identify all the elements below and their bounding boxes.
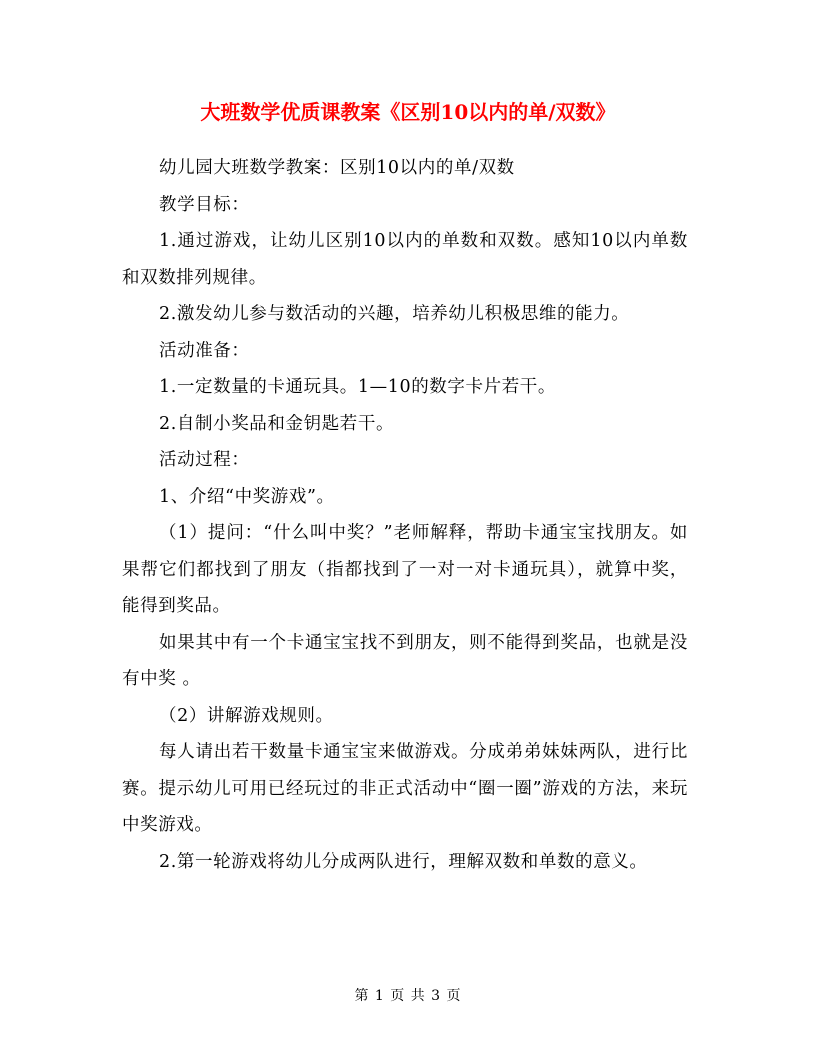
paragraph-rules: 每人请出若干数量卡通宝宝来做游戏。分成弟弟妹妹两队，进行比赛。提示幼儿可用已经玩过的非正式活动中“圈一圈”游戏的方法，来玩中奖游戏。: [122, 742, 688, 835]
paragraph-intro: 幼儿园大班数学教案：区别10以内的单/双数: [159, 158, 515, 178]
document-body: [122, 150, 688, 880]
paragraph-prep-heading: 活动准备：: [159, 340, 250, 361]
paragraph-process-heading: 活动过程：: [159, 450, 250, 470]
paragraph-prep-1: 1.一定数量的卡通玩具。1—10的数字卡片若干。: [159, 377, 556, 397]
paragraph-step-1-1: （1）提问：“什么叫中奖？”老师解释，帮助卡通宝宝找朋友。如果帮它们都找到了朋友（指都找到了一对一对卡通玩具），就算中奖，能得到奖品。: [122, 523, 688, 616]
paragraph-prep-2: 2.自制小奖品和金钥匙若干。: [159, 413, 395, 434]
page-footer: 第 1 页 共 3 页: [354, 988, 462, 1004]
document-title: 大班数学优质课教案《区别10以内的单/双数》: [200, 100, 616, 124]
paragraph-step-2: 2.第一轮游戏将幼儿分成两队进行，理解双数和单数的意义。: [159, 851, 648, 872]
paragraph-goal-1: 1.通过游戏，让幼儿区别10以内的单数和双数。感知10以内单数和双数排列规律。: [122, 231, 688, 288]
paragraph-goal-2: 2.激发幼儿参与数活动的兴趣，培养幼儿积极思维的能力。: [159, 304, 630, 324]
paragraph-step-1: 1、介绍“中奖游戏”。: [159, 486, 335, 507]
paragraph-goals-heading: 教学目标：: [159, 194, 250, 215]
paragraph-step-1-note: 如果其中有一个卡通宝宝找不到朋友，则不能得到奖品，也就是没有中奖 。: [122, 632, 688, 689]
paragraph-step-1-2: （2）讲解游戏规则。: [159, 705, 334, 726]
